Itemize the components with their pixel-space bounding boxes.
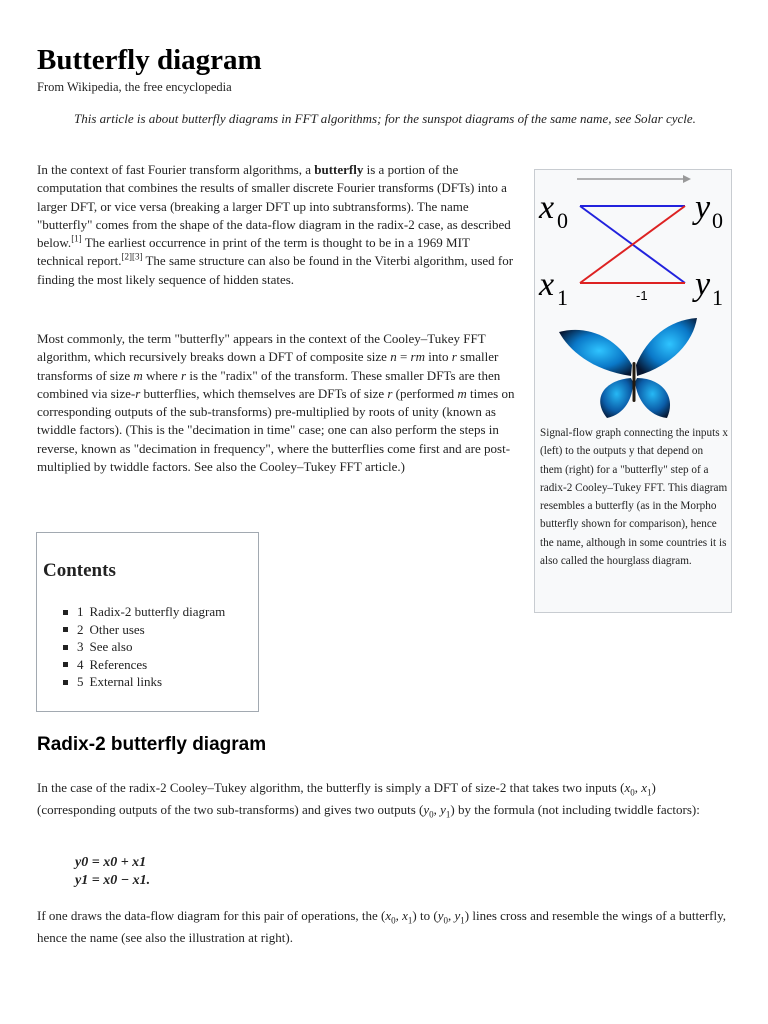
data-flow-paragraph (37, 905, 727, 949)
section-heading-radix-2: Radix-2 butterfly diagram (37, 734, 267, 755)
math-sub: 1 (445, 809, 451, 820)
label-y1-sub: 1 (712, 285, 723, 310)
toc-item-radix-2[interactable] (63, 603, 225, 621)
toc-label: External links (89, 674, 163, 690)
bold-term: butterfly (314, 162, 364, 177)
math-var: r (135, 385, 141, 401)
arrow-head-icon (683, 175, 691, 183)
text-span: = (396, 349, 411, 365)
math-sub: 1 (407, 915, 413, 926)
math-var: r (387, 385, 393, 401)
toc-item-other-uses[interactable] (63, 621, 225, 639)
bullet-icon (63, 662, 68, 667)
text-span: In the case of the radix-2 Cooley–Tukey algorithm, the butterfly is simply a DFT of size-2 that takes two inputs ( (37, 780, 625, 795)
toc-item-see-also[interactable] (63, 638, 225, 656)
page-title: Butterfly diagram (37, 44, 262, 76)
text-span: into (425, 349, 452, 365)
math-var: y (454, 908, 461, 923)
bullet-icon (63, 645, 68, 650)
label-x0-sub: 0 (557, 208, 568, 233)
math-sub: 0 (630, 787, 635, 798)
toc-number: 1 (77, 604, 84, 619)
morpho-butterfly-image (559, 318, 697, 418)
math-var: y (423, 802, 430, 817)
reference-link-2-3[interactable]: [2][3] (121, 252, 143, 263)
toc-item-references[interactable] (63, 656, 225, 674)
math-sub: 0 (429, 809, 434, 820)
math-var: m (133, 367, 143, 383)
butterfly-formula (75, 854, 150, 890)
intro-paragraph-1 (37, 161, 515, 289)
right-lower-wing (635, 378, 670, 418)
page-subtitle: From Wikipedia, the free encyclopedia (37, 80, 232, 94)
label-x1-sub: 1 (557, 285, 568, 310)
math-var: rm (410, 349, 425, 365)
toc-number: 2 (77, 621, 84, 637)
math-sub: 1 (647, 787, 652, 798)
toc-item-external-links[interactable] (63, 673, 225, 691)
butterfly-body (633, 362, 636, 402)
label-x0: x (539, 189, 555, 226)
text-span: The earliest occurrence in print of the term is thought to be in a 1969 MIT technical report. (37, 235, 470, 269)
hatnote[interactable]: This article is about butterfly diagrams in FFT algorithms; for the sunspot diagrams of the same name, see Solar cycle. (74, 111, 696, 126)
bullet-icon (63, 627, 68, 632)
math-var: x (385, 908, 392, 923)
text-span: where (142, 367, 182, 383)
left-upper-wing (559, 330, 632, 376)
table-of-contents (36, 532, 259, 712)
math-var: r (451, 349, 457, 365)
formula-line-2: y1 = x0 − x1. (75, 873, 151, 888)
text-span: is the "radix" of the transform. These smaller DFTs are then combined via size- (37, 367, 501, 401)
math-var: x (641, 780, 647, 795)
text-span: ) (corresponding outputs of the two sub-transforms) and gives two outputs ( (37, 780, 656, 817)
text-span: smaller transforms of size (37, 349, 499, 383)
reference-link-1[interactable]: [1] (71, 233, 82, 244)
text-span: In the context of fast Fourier transform algorithms, a (37, 162, 315, 177)
intro-paragraph-2 (37, 330, 515, 476)
toc-label: Other uses (89, 621, 145, 637)
math-sub: 0 (443, 915, 448, 926)
toc-number: 3 (77, 639, 84, 655)
text-span: , (634, 780, 642, 795)
text-span: If one draws the data-flow diagram for this pair of operations, the ( (37, 908, 386, 923)
label-minus-one: -1 (636, 288, 648, 303)
toc-list (63, 603, 225, 691)
math-var: y (440, 802, 446, 817)
toc-title: Contents (43, 560, 116, 581)
text-span: , (395, 908, 403, 923)
math-var: x (402, 908, 408, 923)
left-lower-wing (600, 378, 633, 418)
text-span: ) lines cross and resemble the wings of a butterfly, hence the name (see also the illustration at right). (37, 908, 727, 945)
toc-label: See also (89, 639, 133, 655)
bullet-icon (63, 610, 68, 615)
label-y1: y (695, 266, 711, 303)
text-span: butterflies, which themselves are DFTs of size (140, 385, 388, 401)
text-span: ) by the formula (not including twiddle factors): (450, 802, 700, 817)
text-span: is a portion of the computation that combines the results of smaller discrete Fourier transforms (DFTs) into a larger DFT, or vice versa (breaking a larger DFT up into subtransforms). The name "butterfly" comes from the shape of the data-flow diagram in the radix-2 case, as described below. (37, 162, 511, 251)
toc-number: 4 (77, 656, 84, 672)
text-span: , (447, 908, 455, 923)
text-span: The same structure can also be found in the Viterbi algorithm, used for finding the most likely sequence of hidden states. (37, 253, 514, 287)
toc-label: Radix-2 butterfly diagram (89, 604, 226, 619)
math-var: r (181, 367, 187, 383)
math-var: m (457, 385, 467, 401)
text-span: Most commonly, the term "butterfly" appears in the context of the Cooley–Tukey FFT algorithm, which recursively breaks down a DFT of composite size (37, 331, 486, 365)
label-y0-sub: 0 (712, 208, 723, 233)
text-span: ) to ( (412, 908, 438, 923)
toc-number: 5 (77, 674, 84, 690)
right-upper-wing (636, 318, 697, 376)
infobox-caption: Signal-flow graph connecting the inputs x (left) to the outputs y that depend on them (right) for a "butterfly" step of a radix-2 Cooley–Tukey FFT. This diagram resembles a butterfly (as in the Morpho butterfly shown for comparison), hence the name, although in some countries it is also called the hourglass diagram. (540, 427, 728, 568)
math-sub: 1 (460, 915, 465, 926)
text-span: times on corresponding outputs of the sub-transforms) pre-multiplied by roots of unity (known as twiddle factors). (This is the "decimation in time" case; one can also perform the steps in reverse, known as "decimation in frequency", where the butterflies come first and are post-multiplied by twiddle factors. See also the Cooley–Tukey FFT article.) (37, 385, 515, 475)
math-var: n (390, 349, 397, 365)
math-sub: 0 (391, 915, 396, 926)
label-x1: x (539, 266, 555, 303)
radix-2-paragraph (37, 777, 727, 821)
bullet-icon (63, 680, 68, 685)
math-var: y (437, 908, 444, 923)
toc-label: References (89, 656, 148, 672)
math-var: x (624, 780, 631, 795)
text-span: , (433, 802, 441, 817)
butterfly-diagram (535, 170, 733, 430)
text-span: (performed (392, 385, 458, 401)
formula-line-1: y0 = x0 + x1 (75, 855, 147, 870)
label-y0: y (695, 189, 711, 226)
